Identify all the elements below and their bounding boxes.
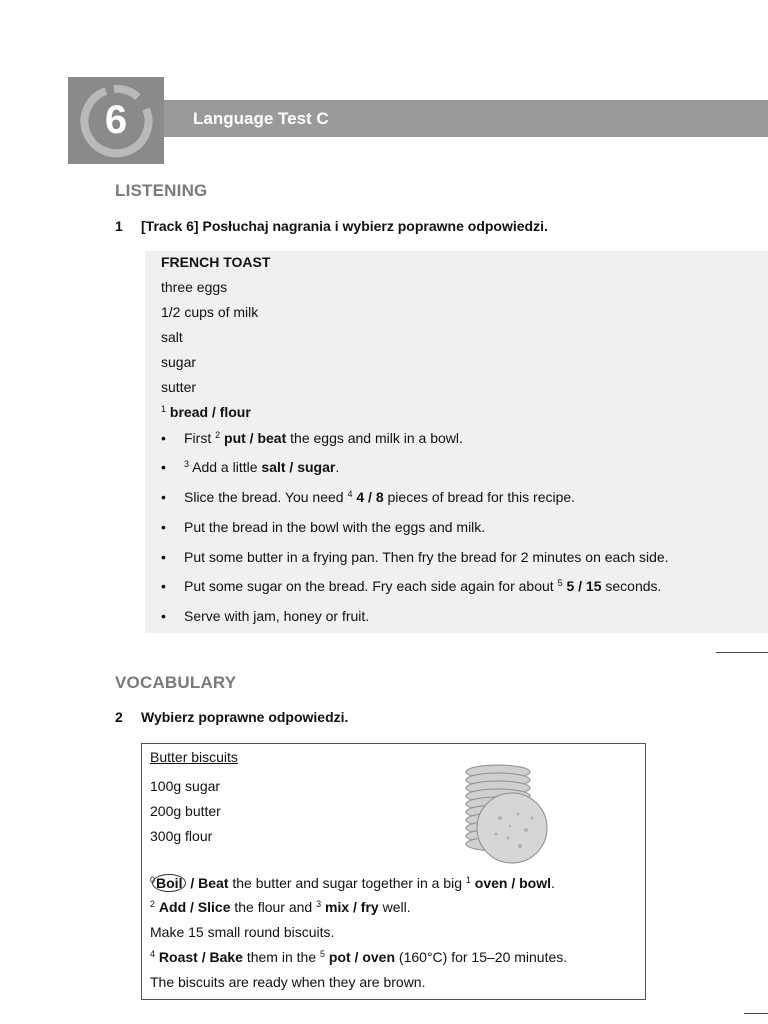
- ingredient-item: three eggs: [161, 279, 228, 295]
- step-bullet: • $^3$ Add a little salt / sugar.: [161, 459, 340, 475]
- ingredient-item: 300g flour: [150, 828, 213, 844]
- ingredient-item: 200g butter: [150, 803, 221, 819]
- vocab-line-2: $^2$ Add / Slice the flour and $^3$ mix / fry well.: [150, 899, 411, 915]
- task-2-instruction: [115, 709, 348, 725]
- listening-heading: LISTENING: [115, 181, 208, 200]
- step-bullet: • Put some sugar on the bread. Fry each side again for about $^5$ 5 / 15 seconds.: [161, 578, 662, 594]
- listening-recipe-box: [145, 251, 768, 633]
- recipe-title: Butter biscuits: [150, 749, 238, 765]
- ingredient-item: sugar: [161, 354, 197, 370]
- vocabulary-recipe-box: [141, 743, 646, 1000]
- step-bullet: • Put some butter in a frying pan. Then fry the bread for 2 minutes on each side.: [161, 549, 669, 565]
- vocab-line-end: The biscuits are ready when they are brown.: [150, 974, 426, 990]
- vocab-line-0: $^0$Boil / Beat the butter and sugar together in a big $^1$ oven / bowl.: [150, 875, 555, 891]
- ingredient-item: 1/2 cups of milk: [161, 304, 259, 320]
- unit-badge: [68, 77, 164, 164]
- ingredient-item: salt: [161, 329, 183, 345]
- step-bullet: • Serve with jam, honey or fruit.: [161, 608, 370, 624]
- score-line: [744, 1013, 768, 1014]
- step-bullet: • First $^2$ put / beat the eggs and milk in a bowl.: [161, 430, 463, 446]
- vocabulary-heading: VOCABULARY: [115, 673, 237, 692]
- vocab-line-4: $^4$ Roast / Bake them in the $^5$ pot / oven (160°C) for 15–20 minutes.: [150, 949, 568, 965]
- recipe-title: FRENCH TOAST: [161, 254, 271, 270]
- score-line: [716, 652, 768, 653]
- task-text: [Track 6] Posłuchaj nagrania i wybierz poprawne odpowiedzi.: [141, 218, 548, 234]
- title-bar: [164, 100, 768, 137]
- circled-example-answer: Boil: [152, 874, 186, 892]
- biscuits-image: [460, 758, 550, 866]
- task-1-instruction: [115, 218, 548, 234]
- task-number: 1: [115, 218, 123, 234]
- page-title: Language Test C: [193, 109, 329, 128]
- vocab-line-make: Make 15 small round biscuits.: [150, 924, 335, 940]
- step-bullet: • Put the bread in the bowl with the eggs and milk.: [161, 519, 486, 535]
- unit-number: 6: [104, 98, 128, 142]
- answer-item-1: $^1$ bread / flour: [161, 404, 251, 420]
- task-number: 2: [115, 709, 123, 725]
- step-bullet: • Slice the bread. You need $^4$ 4 / 8 pieces of bread for this recipe.: [161, 489, 576, 505]
- ingredient-item: sutter: [161, 379, 197, 395]
- ingredient-item: 100g sugar: [150, 778, 221, 794]
- task-text: Wybierz poprawne odpowiedzi.: [141, 709, 349, 725]
